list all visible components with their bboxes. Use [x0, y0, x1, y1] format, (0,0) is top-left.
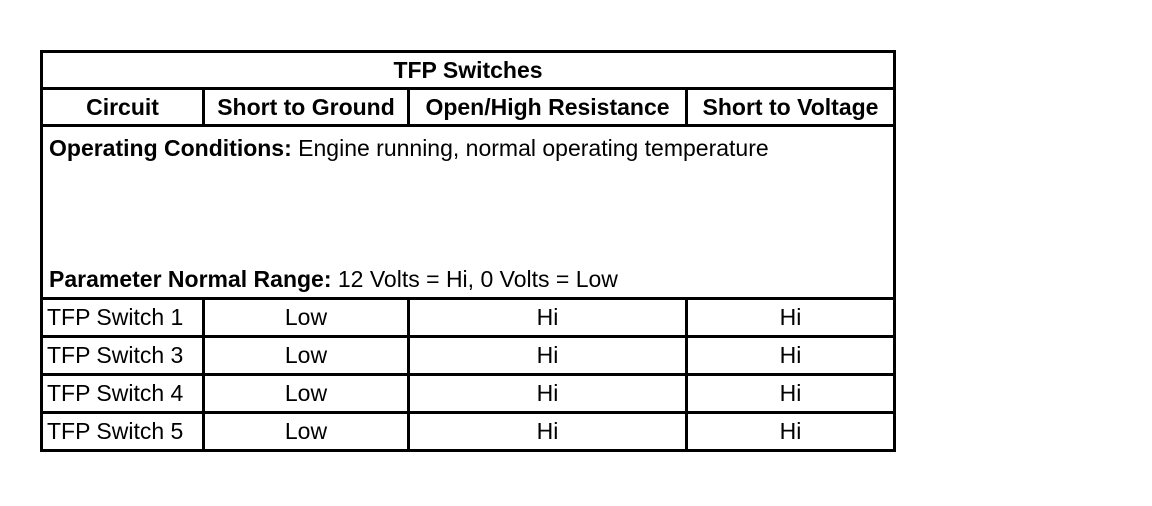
header-open-high-resistance: Open/High Resistance	[409, 89, 687, 126]
row-short-to-voltage: Hi	[687, 375, 895, 413]
table-row	[42, 375, 895, 413]
parameter-range-label: Parameter Normal Range:	[49, 266, 332, 292]
table-header-row	[42, 89, 895, 126]
row-circuit-name: TFP Switch 3	[42, 337, 204, 375]
header-short-to-voltage: Short to Voltage	[687, 89, 895, 126]
table-title-row	[42, 52, 895, 89]
row-short-to-ground: Low	[204, 299, 409, 337]
row-short-to-ground: Low	[204, 337, 409, 375]
table-row	[42, 299, 895, 337]
tfp-switches-table	[40, 50, 896, 452]
parameter-normal-range	[49, 268, 618, 291]
conditions-row	[42, 126, 895, 299]
header-short-to-ground: Short to Ground	[204, 89, 409, 126]
operating-conditions-label: Operating Conditions:	[49, 135, 292, 161]
row-short-to-voltage: Hi	[687, 337, 895, 375]
row-circuit-name: TFP Switch 5	[42, 413, 204, 451]
table-row	[42, 337, 895, 375]
operating-conditions-value: Engine running, normal operating temperature	[291, 135, 769, 161]
row-open-high-resistance: Hi	[409, 375, 687, 413]
conditions-cell	[42, 126, 895, 299]
operating-conditions	[49, 137, 769, 160]
row-open-high-resistance: Hi	[409, 413, 687, 451]
row-short-to-ground: Low	[204, 413, 409, 451]
row-open-high-resistance: Hi	[409, 299, 687, 337]
table-row	[42, 413, 895, 451]
row-short-to-voltage: Hi	[687, 413, 895, 451]
row-short-to-ground: Low	[204, 375, 409, 413]
parameter-range-value: 12 Volts = Hi, 0 Volts = Low	[331, 266, 618, 292]
row-short-to-voltage: Hi	[687, 299, 895, 337]
row-circuit-name: TFP Switch 1	[42, 299, 204, 337]
row-open-high-resistance: Hi	[409, 337, 687, 375]
header-circuit: Circuit	[42, 89, 204, 126]
table-title: TFP Switches	[42, 52, 895, 89]
row-circuit-name: TFP Switch 4	[42, 375, 204, 413]
